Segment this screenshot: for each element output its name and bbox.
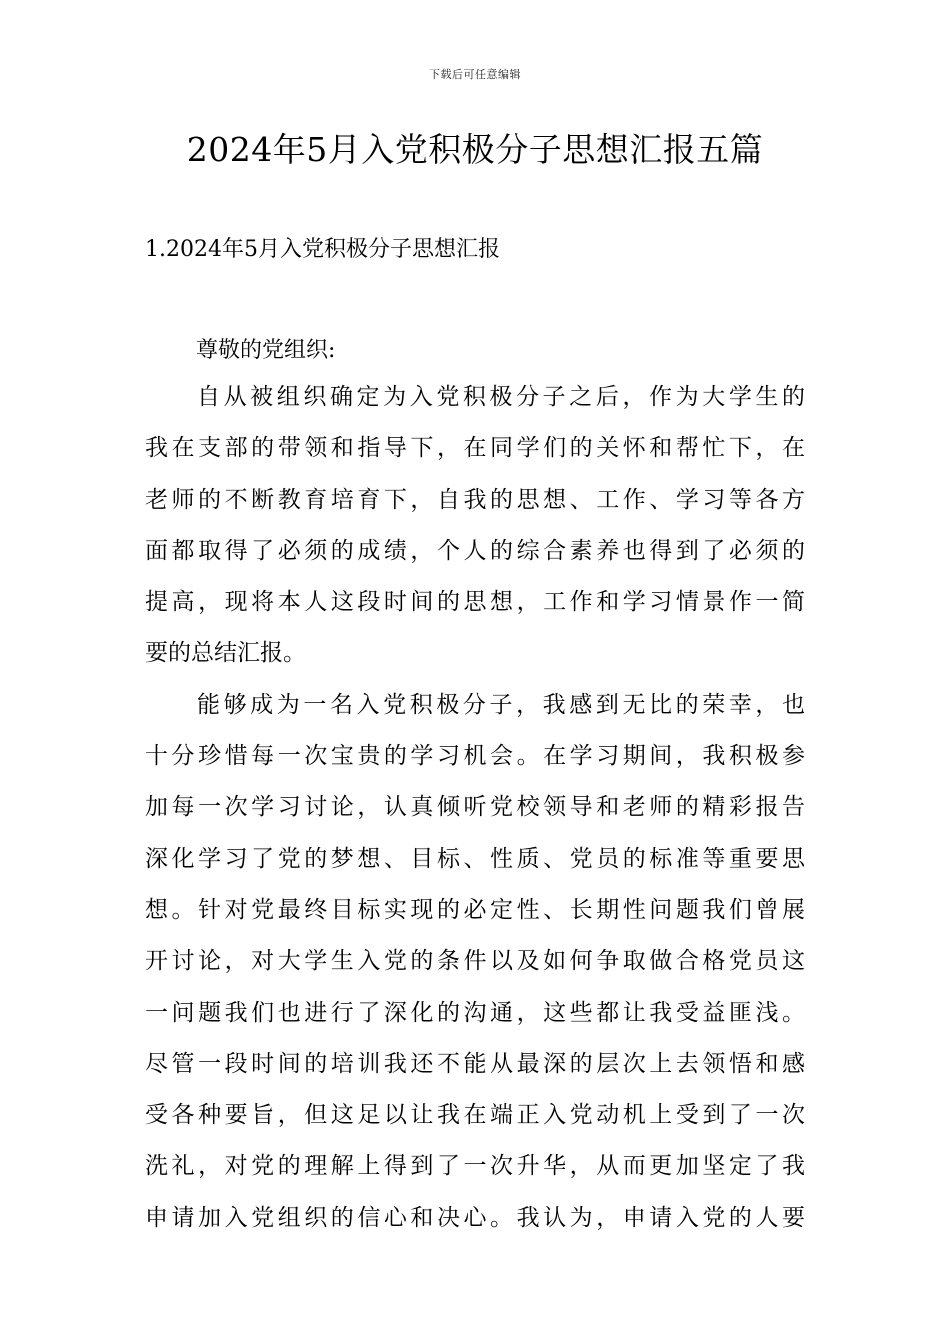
paragraph-line: 洗礼，对党的理解上得到了一次升华，从而更加坚定了我 <box>145 1153 805 1180</box>
paragraph-line: 能够成为一名入党积极分子，我感到无比的荣幸，也 <box>197 691 805 718</box>
salutation: 尊敬的党组织: <box>196 338 336 363</box>
paragraph-line: 老师的不断教育培育下，自我的思想、工作、学习等各方 <box>145 486 805 513</box>
paragraph-line: 要的总结汇报。 <box>145 640 306 667</box>
paragraph-line: 加每一次学习讨论，认真倾听党校领导和老师的精彩报告 <box>145 794 805 821</box>
paragraph-line: 我在支部的带领和指导下，在同学们的关怀和帮忙下，在 <box>145 435 805 462</box>
paragraph-line: 面都取得了必须的成绩，个人的综合素养也得到了必须的 <box>145 537 805 564</box>
paragraph-line: 自从被组织确定为入党积极分子之后，作为大学生的 <box>197 384 805 410</box>
header-note: 下载后可任意编辑 <box>429 68 521 81</box>
paragraph-line: 提高，现将本人这段时间的思想，工作和学习情景作一简 <box>145 589 805 616</box>
paragraph-line: 一问题我们也进行了深化的沟通，这些都让我受益匪浅。 <box>145 999 805 1026</box>
paragraph-line: 深化学习了党的梦想、目标、性质、党员的标准等重要思 <box>145 845 805 872</box>
paragraph-line: 开讨论，对大学生入党的条件以及如何争取做合格党员这 <box>145 948 805 975</box>
paragraph-line: 十分珍惜每一次宝贵的学习机会。在学习期间，我积极参 <box>145 743 805 770</box>
body-text <box>145 378 805 1250</box>
paragraph-line: 受各种要旨，但这足以让我在端正入党动机上受到了一次 <box>145 1102 805 1129</box>
paragraph-line: 想。针对党最终目标实现的必定性、长期性问题我们曾展 <box>145 896 805 923</box>
paragraph-line: 尽管一段时间的培训我还不能从最深的层次上去领悟和感 <box>145 1050 805 1077</box>
paragraph-line: 申请加入党组织的信心和决心。我认为，申请入党的人要 <box>145 1204 805 1231</box>
section-heading: 1.2024年5月入党积极分子思想汇报 <box>145 237 500 262</box>
document-title: 2024年5月入党积极分子思想汇报五篇 <box>186 130 764 169</box>
